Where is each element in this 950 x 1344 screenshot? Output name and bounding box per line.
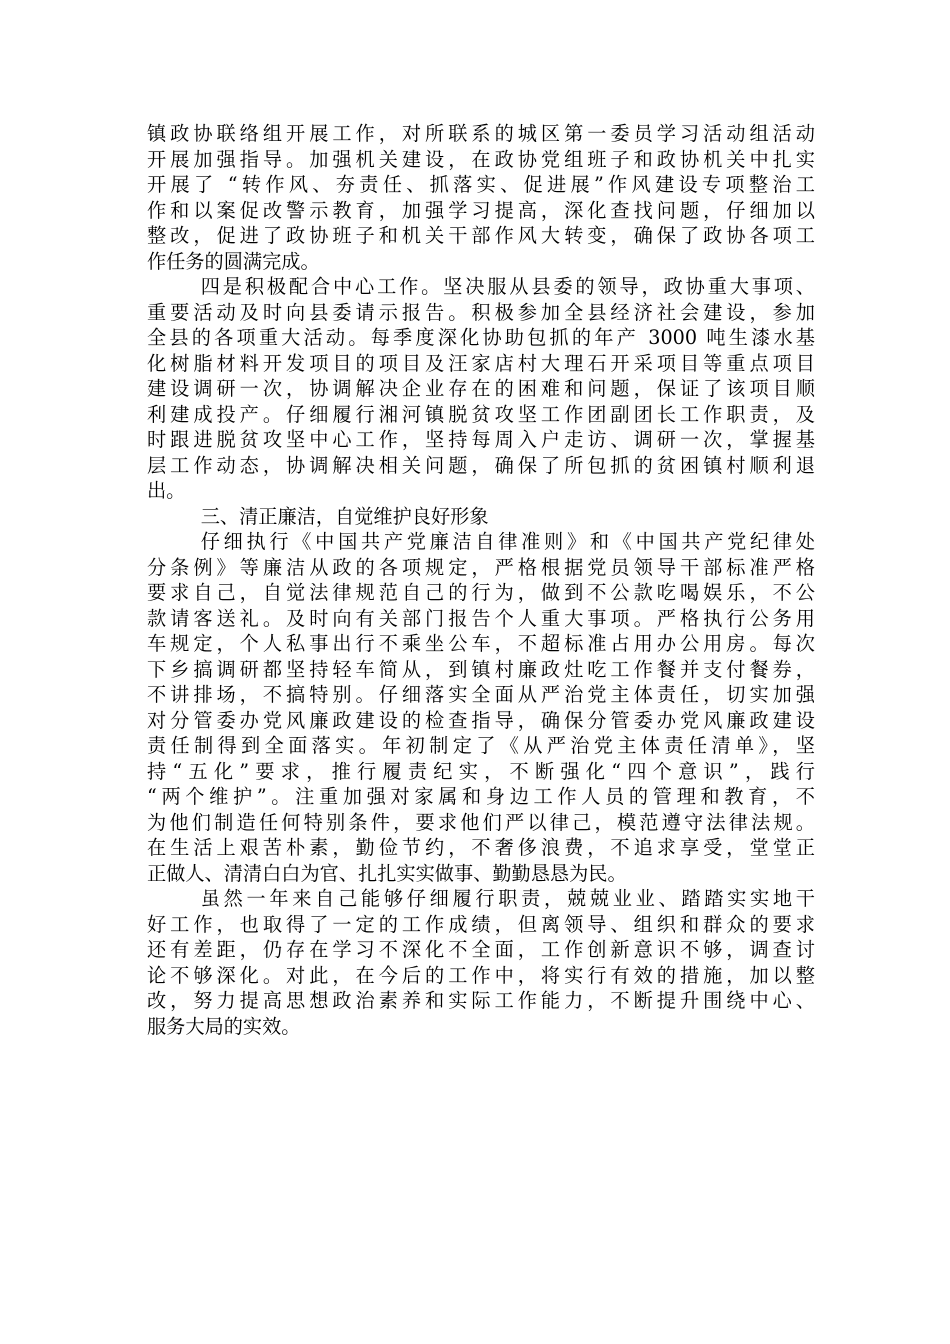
text-line: 虽然一年来自己能够仔细履行职责，兢兢业业、踏踏实实地干 xyxy=(200,887,815,910)
text-line: 出。 xyxy=(147,479,186,502)
text-line: “两个维护”。注重加强对家属和身边工作人员的管理和教育，不 xyxy=(147,785,815,808)
text-line: 仔细执行《中国共产党廉洁自律准则》和《中国共产党纪律处 xyxy=(200,530,815,553)
text-line: 下乡搞调研都坚持轻车简从，到镇村廉政灶吃工作餐并支付餐券， xyxy=(147,657,815,681)
text-line: 层工作动态，协调解决相关问题，确保了所包抓的贫困镇村顺利退 xyxy=(147,453,815,477)
text-line: 三、清正廉洁，自觉维护良好形象 xyxy=(200,504,489,528)
text-line: 款请客送礼。及时向有关部门报告个人重大事项。严格执行公务用 xyxy=(147,606,815,630)
text-line: 车规定，个人私事出行不乘坐公车，不超标准占用办公用房。每次 xyxy=(147,632,815,655)
text-line: 建设调研一次，协调解决企业存在的困难和问题，保证了该项目顺 xyxy=(147,377,815,400)
text-line: 整改，促进了政协班子和机关干部作风大转变，确保了政协各项工 xyxy=(147,224,815,247)
text-line: 为他们制造任何特别条件，要求他们严以律己，模范遵守法律法规。 xyxy=(147,810,815,834)
text-line: 利建成投产。仔细履行湘河镇脱贫攻坚工作团副团长工作职责，及 xyxy=(147,402,815,426)
text-line: 责任制得到全面落实。年初制定了《从严治党主体责任清单》，坚 xyxy=(147,734,815,757)
text-line: 论不够深化。对此，在今后的工作中，将实行有效的措施，加以整 xyxy=(147,963,815,987)
text-line: 要求自己，自觉法律规范自己的行为，做到不公款吃喝娱乐，不公 xyxy=(147,581,815,604)
text-line: 分条例》等廉洁从政的各项规定，严格根据党员领导干部标准严格 xyxy=(147,555,815,579)
text-line: 作和以案促改警示教育，加强学习提高，深化查找问题，仔细加以 xyxy=(147,198,815,222)
text-line: 持“五化”要求，推行履责纪实，不断强化“四个意识”，践行 xyxy=(147,759,815,783)
text-line: 不讲排场，不搞特别。仔细落实全面从严治党主体责任，切实加强 xyxy=(147,683,815,706)
text-line: 时跟进脱贫攻坚中心工作，坚持每周入户走访、调研一次，掌握基 xyxy=(147,428,815,451)
text-line: 重要活动及时向县委请示报告。积极参加全县经济社会建设，参加 xyxy=(147,300,815,324)
text-line: 四是积极配合中心工作。坚决服从县委的领导，政协重大事项、 xyxy=(200,275,815,298)
text-line: 好工作，也取得了一定的工作成绩，但离领导、组织和群众的要求 xyxy=(147,912,815,936)
text-line: 镇政协联络组开展工作，对所联系的城区第一委员学习活动组活动 xyxy=(147,122,815,145)
text-line: 还有差距，仍存在学习不深化不全面，工作创新意识不够，调查讨 xyxy=(147,938,815,961)
text-line: 改，努力提高思想政治素养和实际工作能力，不断提升围绕中心、 xyxy=(147,989,815,1012)
text-line: 在生活上艰苦朴素，勤俭节约，不奢侈浪费，不追求享受，堂堂正 xyxy=(147,836,815,859)
text-line: 全县的各项重大活动。每季度深化协助包抓的年产 3000 吨生漆水基 xyxy=(147,326,815,349)
document-page xyxy=(147,121,815,1039)
text-line: 开展了 “转作风、夯责任、抓落实、促进展”作风建设专项整治工 xyxy=(147,173,815,196)
text-line: 对分管委办党风廉政建设的检查指导，确保分管委办党风廉政建设 xyxy=(147,708,815,732)
text-line: 化树脂材料开发项目的项目及汪家店村大理石开采项目等重点项目 xyxy=(147,351,815,375)
text-line: 正做人、清清白白为官、扎扎实实做事、勤勤恳恳为民。 xyxy=(147,861,627,885)
text-line: 服务大局的实效。 xyxy=(147,1014,301,1038)
text-line: 开展加强指导。加强机关建设，在政协党组班子和政协机关中扎实 xyxy=(147,147,815,171)
text-line: 作任务的圆满完成。 xyxy=(147,249,320,273)
